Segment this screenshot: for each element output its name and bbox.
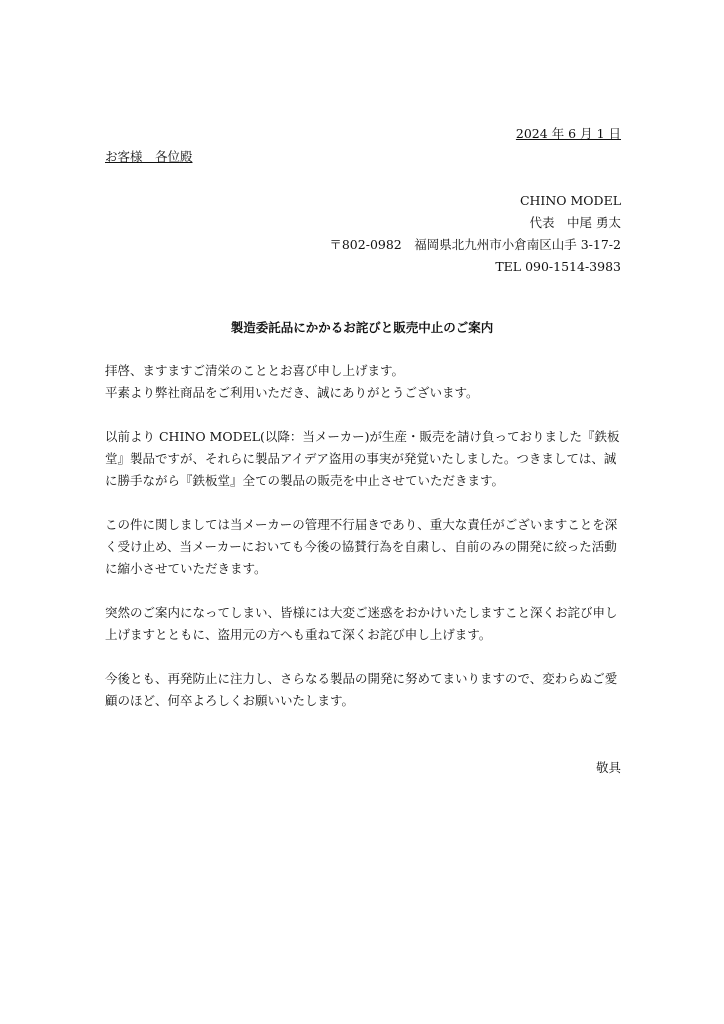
sender-representative: 代表 中尾 勇太	[529, 215, 621, 230]
letter-title: 製造委託品にかかるお詫びと販売中止のご案内	[230, 320, 494, 335]
paragraph-apology: 突然のご案内になってしまい、皆様には大変ご迷惑をおかけいたしますこと深くお詫び申し上げますとともに、盗用元の方へも重ねて深くお詫び申し上げます。	[105, 605, 618, 642]
sender-address: 〒802-0982 福岡県北九州市小倉南区山手 3-17-2	[329, 237, 621, 252]
paragraph-greeting: 拝啓、ますますご清栄のこととお喜び申し上げます。 平素より弊社商品をご利用いただき、誠にありがとうございます。	[105, 363, 479, 400]
recipient: お客様 各位殿	[105, 149, 193, 164]
paragraph-announcement: 以前より CHINO MODEL(以降：当メーカー)が生産・販売を請け負っておりました『鉄板堂』製品ですが、それらに製品アイデア盗用の事実が発覚いたしました。つきましては、誠に勝手ながら『鉄板堂』全ての製品の販売を中止させていただきます。	[105, 429, 620, 488]
paragraph-future: 今後とも、再発防止に注力し、さらなる製品の開発に努めてまいりますので、変わらぬご愛顧のほど、何卒よろしくお願いいたします。	[105, 671, 618, 708]
letter-date: 2024 年 6 月 1 日	[515, 126, 621, 141]
sender-company: CHINO MODEL	[519, 193, 621, 208]
letter-body	[105, 360, 625, 734]
paragraph-responsibility: この件に関しましては当メーカーの管理不行届きであり、重大な責任がございますことを深く受け止め、当メーカーにおいても今後の協賛行為を自粛し、自前のみの開発に絞った活動に縮小させていただきます。	[105, 517, 618, 576]
letter-closing: 敬具	[595, 760, 621, 775]
sender-tel: TEL 090-1514-3983	[495, 259, 621, 274]
sender-block	[329, 190, 621, 278]
